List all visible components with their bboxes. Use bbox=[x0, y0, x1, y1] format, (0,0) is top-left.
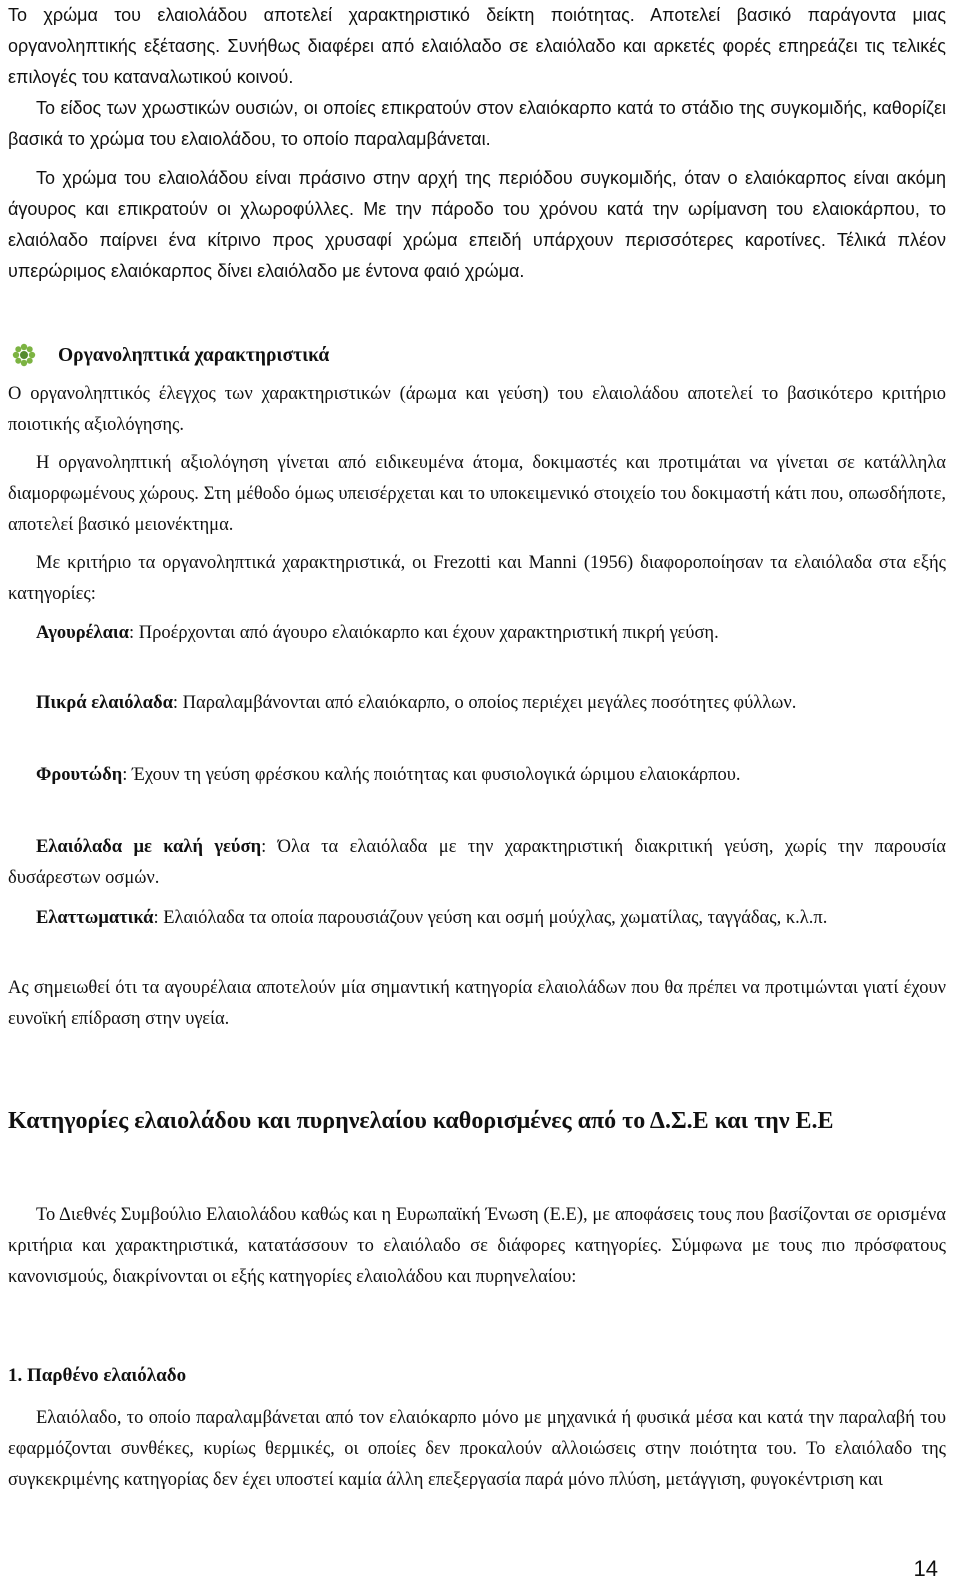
category-description: : Έχουν τη γεύση φρέσκου καλής ποιότητας και φυσιολογικά ώριμου ελαιοκάρπου. bbox=[122, 765, 741, 785]
paragraph-virgin-oil: Ελαιόλαδο, το οποίο παραλαμβάνεται από τον ελαιόκαρπο μόνο με μηχανικά ή φυσικά μέσα και κατά την παραλαβή του εφαρμόζονται συνθέκες, κυρίως θερμικές, οι οποίες δεν προκαλούν αλλοιώσεις στην ποιότητα του. Το ελαιόλαδο της συγκεκριμένης κατηγορίας δεν έχει υποστεί καμία άλλη επεξεργασία παρά μόνο πλύση, μετάγγιση, φυγοκέντριση και bbox=[8, 1408, 946, 1490]
heading-categories: Κατηγορίες ελαιολάδου και πυρηνελαίου καθορισμένες από το Δ.Σ.Ε και την Ε.Ε bbox=[8, 1108, 834, 1134]
paragraph-categories-intro: Το Διεθνές Συμβούλιο Ελαιολάδου καθώς και η Ευρωπαϊκή Ένωση (Ε.Ε), με αποφάσεις τους που βασίζονται σε ορισμένα κριτήρια και χαρακτηριστικά, κατατάσσουν το ελαιόλαδο σε διάφορες κατηγορίες. Σύμφωνα με τους πιο πρόσφατους κανονισμούς, διακρίνονται οι εξής κατηγορίες ελαιολάδου και πυρηνελαίου: bbox=[8, 1205, 946, 1287]
category-term: Αγουρέλαια bbox=[36, 623, 129, 643]
paragraph-frezotti-manni: Με κριτήριο τα οργανοληπτικά χαρακτηριστικά, οι Frezotti και Manni (1956) διαφοροποίησαν τα ελαιόλαδα στα εξής κατηγορίες: bbox=[8, 553, 946, 604]
category-item bbox=[8, 903, 946, 934]
paragraph-color-change: Το χρώμα του ελαιολάδου είναι πράσινο στην αρχή της περιόδου συγκομιδής, όταν ο ελαιόκαρπος είναι ακόμη άγουρος και επικρατούν οι χλωροφύλλες. Με την πάροδο του χρόνου κατά την ωρίμανση του ελαιοκάρπου, το ελαιόλαδο παίρνει ένα κίτρινο προς χρυσαφί χρώμα επειδή υπάρχουν περισσότερες καροτίνες. Τέλικά πλέον υπερώριμος ελαιόκαρπος δίνει ελαιόλαδο με έντονα φαιό χρώμα. bbox=[8, 168, 946, 281]
paragraph-organoleptic-test: Ο οργανοληπτικός έλεγχος των χαρακτηριστικών (άρωμα και γεύση) του ελαιολάδου αποτελεί το βασικότερο κριτήριο ποιοτικής αξιολόγησης. bbox=[8, 384, 946, 435]
document-page bbox=[8, 0, 946, 1591]
page-number: 14 bbox=[913, 1556, 938, 1581]
category-item bbox=[8, 688, 946, 719]
category-item bbox=[8, 618, 946, 649]
paragraph-pigments: Το είδος των χρωστικών ουσιών, οι οποίες επικρατούν στον ελαιόκαρπο κατά το στάδιο της συγκομιδής, καθορίζει βασικά το χρώμα του ελαιολάδου, το οποίο παραλαμβάνεται. bbox=[8, 98, 946, 149]
category-term: Ελαττωματικά bbox=[36, 908, 154, 928]
category-description: : Προέρχονται από άγουρο ελαιόκαρπο και έχουν χαρακτηριστική πικρή γεύση. bbox=[128, 623, 719, 643]
subheading-virgin-oil: 1. Παρθένο ελαιόλαδο bbox=[8, 1365, 187, 1386]
paragraph-color-intro: Το χρώμα του ελαιολάδου αποτελεί χαρακτηριστικό δείκτη ποιότητας. Αποτελεί βασικό παράγοντα μιας οργανοληπτικής εξέτασης. Συνήθως διαφέρει από ελαιόλαδο σε ελαιόλαδο και αρκετές φορές επηρεάζει τις τελικές επιλογές του καταναλωτικού κοινού. bbox=[8, 5, 946, 87]
paragraph-evaluation: Η οργανοληπτική αξιολόγηση γίνεται από ειδικευμένα άτομα, δοκιμαστές και προτιμάται να γίνεται σε κατάλληλα διαμορφωμένους χώρους. Στη μέθοδο όμως υπεισέρχεται και το υποκειμενικό στοιχείο του δοκιμαστή κάτι που, οπωσδήποτε, αποτελεί βασικό μειονέκτημα. bbox=[8, 453, 946, 535]
category-term: Φρουτώδη bbox=[36, 765, 123, 785]
category-description: : Παραλαμβάνονται από ελαιόκαρπο, ο οποίος περιέχει μεγάλες ποσότητες φύλλων. bbox=[172, 693, 797, 713]
category-term: Πικρά ελαιόλαδα bbox=[36, 693, 173, 713]
category-term: Ελαιόλαδα με καλή γεύση bbox=[36, 837, 262, 857]
flower-bullet-icon bbox=[12, 343, 36, 367]
paragraph-note: Ας σημειωθεί ότι τα αγουρέλαια αποτελούν μία σημαντική κατηγορία ελαιολάδων που θα πρέπει να προτιμώνται γιατί έχουν ευνοϊκή επίδραση στην υγεία. bbox=[8, 978, 946, 1029]
category-description: : Ελαιόλαδα τα οποία παρουσιάζουν γεύση και οσμή μούχλας, χωματίλας, ταγγάδας, κ.λ.π. bbox=[153, 908, 828, 928]
section-heading-organoleptic: Οργανοληπτικά χαρακτηριστικά bbox=[58, 345, 330, 366]
category-item bbox=[8, 832, 946, 894]
category-item bbox=[8, 760, 946, 791]
category-description: : Όλα τα ελαιόλαδα με την χαρακτηριστική διακριτική γεύση, χωρίς την παρουσία δυσάρεστων οσμών. bbox=[8, 837, 946, 888]
